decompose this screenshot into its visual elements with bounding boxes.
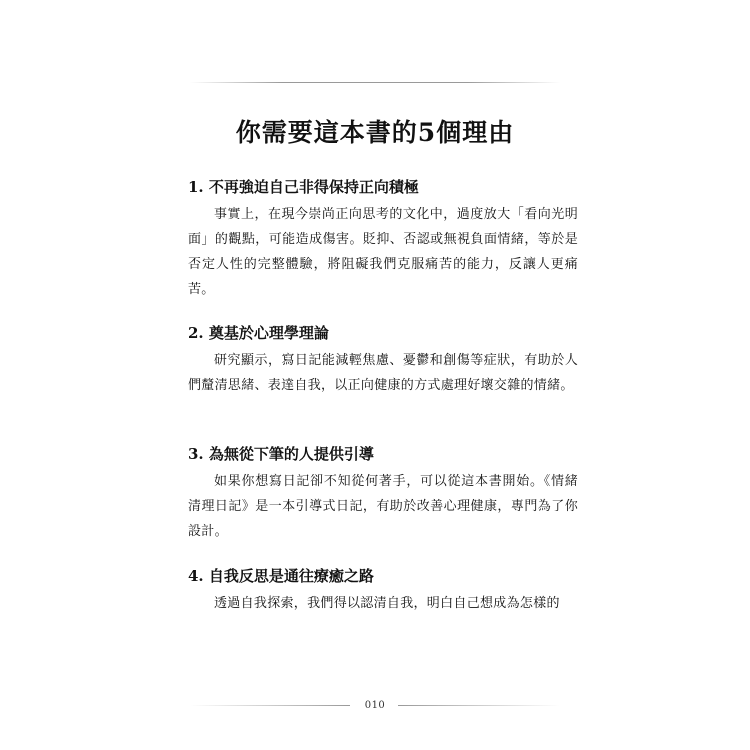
page-title: 你需要這本書的5個理由 xyxy=(235,117,515,147)
section-body: 事實上，在現今崇尚正向思考的文化中，過度放大「看向光明面」的觀點，可能造成傷害。貶抑、否認或無視負面情緒，等於是否定人性的完整體驗，將阻礙我們克服痛苦的能力，反讓人更痛苦。 xyxy=(188,207,578,297)
section-heading: 4. 自我反思是通往療癒之路 xyxy=(188,567,374,585)
footer-divider-left xyxy=(190,705,350,706)
reason-section-1 xyxy=(188,176,578,302)
reason-section-3 xyxy=(188,443,578,544)
page-number: 010 xyxy=(364,700,386,711)
section-body: 如果你想寫日記卻不知從何著手，可以從這本書開始。《情緒清理日記》是一本引導式日記，有助於改善心理健康，專門為了你設計。 xyxy=(188,474,578,539)
section-heading: 3. 為無從下筆的人提供引導 xyxy=(188,445,374,463)
section-body: 研究顯示，寫日記能減輕焦慮、憂鬱和創傷等症狀，有助於人們釐清思緒、表達自我，以正向健康的方式處理好壞交雜的情緒。 xyxy=(188,353,578,393)
reason-section-2 xyxy=(188,322,578,398)
reason-section-4 xyxy=(188,565,578,616)
section-body: 透過自我探索，我們得以認清自我，明白自己想成為怎樣的 xyxy=(214,596,560,611)
page-footer xyxy=(0,698,750,714)
footer-divider-right xyxy=(398,705,560,706)
section-heading: 1. 不再強迫自己非得保持正向積極 xyxy=(188,178,419,196)
section-heading: 2. 奠基於心理學理論 xyxy=(188,324,329,342)
top-divider xyxy=(190,82,560,83)
